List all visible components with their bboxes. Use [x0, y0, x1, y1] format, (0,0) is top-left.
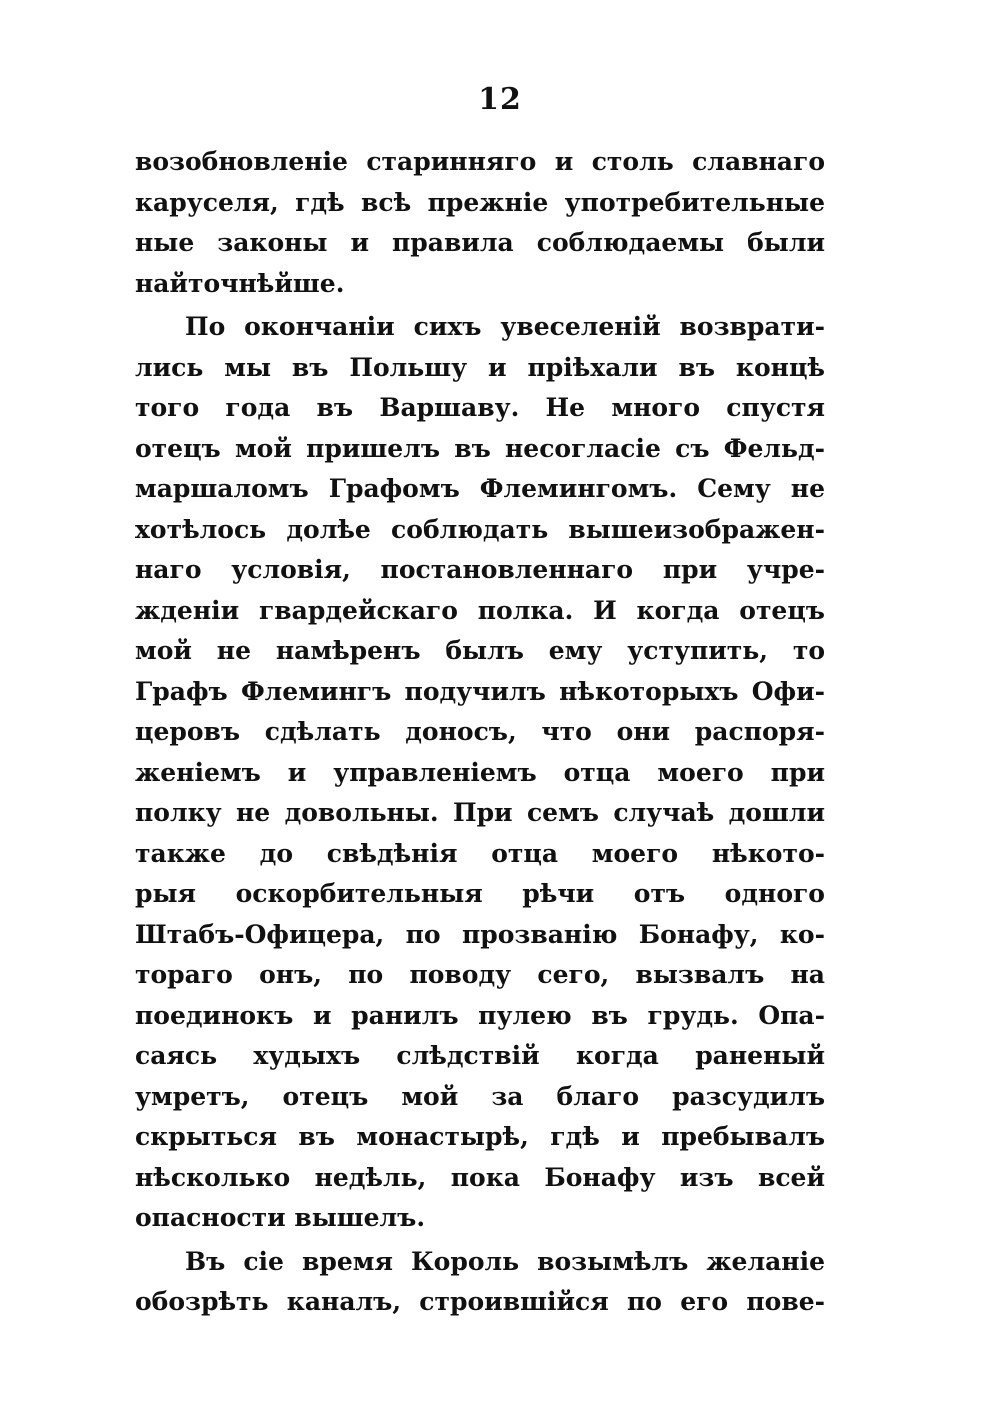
text-line: саясь худыхъ слѣдствій когда раненый	[135, 1041, 825, 1070]
text-line: обозрѣть каналъ, строившійся по его пове-	[135, 1287, 825, 1316]
text-line: Графъ Флемингъ подучилъ нѣкоторыхъ Офи-	[135, 676, 825, 706]
text-line: Въ сіе время Король возымѣлъ желаніе	[185, 1246, 825, 1276]
text-line: полку не довольны. При семъ случаѣ дошли	[135, 798, 825, 827]
text-line: умретъ, отецъ мой за благо разсудилъ	[135, 1081, 825, 1111]
page-number: 12	[478, 82, 522, 117]
text-line: того года въ Варшаву. Не много спустя	[135, 393, 825, 422]
text-line: поединокъ и ранилъ пулею въ грудь. Опа-	[135, 1000, 825, 1030]
text-line: наго условія, постановленнаго при учре-	[135, 555, 825, 584]
text-line: нѣсколько недѣль, пока Бонафу изъ всей	[135, 1162, 825, 1192]
body-text	[135, 142, 825, 1323]
text-line: каруселя, гдѣ всѣ прежніе употребительные	[135, 187, 825, 217]
text-line: скрыться въ монастырѣ, гдѣ и пребывалъ	[135, 1122, 825, 1151]
text-line: отецъ мой пришелъ въ несогласіе съ Фельд-	[135, 433, 825, 463]
text-line: также до свѣдѣнія отца моего нѣкото-	[135, 838, 825, 868]
text-line: маршаломъ Графомъ Флемингомъ. Сему не	[135, 474, 825, 503]
text-line: жденіи гвардейскаго полка. И когда отецъ	[135, 595, 825, 625]
text-line: церовъ сдѣлать доносъ, что они распоря-	[135, 717, 825, 746]
text-line: мой не намѣренъ былъ ему уступить, то	[135, 636, 825, 665]
text-line: Штабъ-Офицера, по прозванію Бонафу, ко-	[135, 919, 825, 949]
text-line: возобновленіе старинняго и столь славнаго	[135, 147, 825, 176]
text-line: По окончаніи сихъ увеселеній возврати-	[185, 312, 825, 341]
text-line: лись мы въ Польшу и пріѣхали въ концѣ	[135, 352, 825, 382]
text-line: найточнѣйше.	[135, 268, 345, 298]
text-line: рыя оскорбительныя рѣчи отъ одного	[135, 879, 825, 908]
text-line: ные законы и правила соблюдаемы были	[135, 228, 825, 257]
text-line: тораго онъ, по поводу сего, вызвалъ на	[135, 960, 825, 989]
text-line: хотѣлось долѣе соблюдать вышеизображен-	[135, 514, 825, 544]
text-line: женіемъ и управленіемъ отца моего при	[135, 757, 825, 787]
text-line: опасности вышелъ.	[135, 1203, 426, 1232]
